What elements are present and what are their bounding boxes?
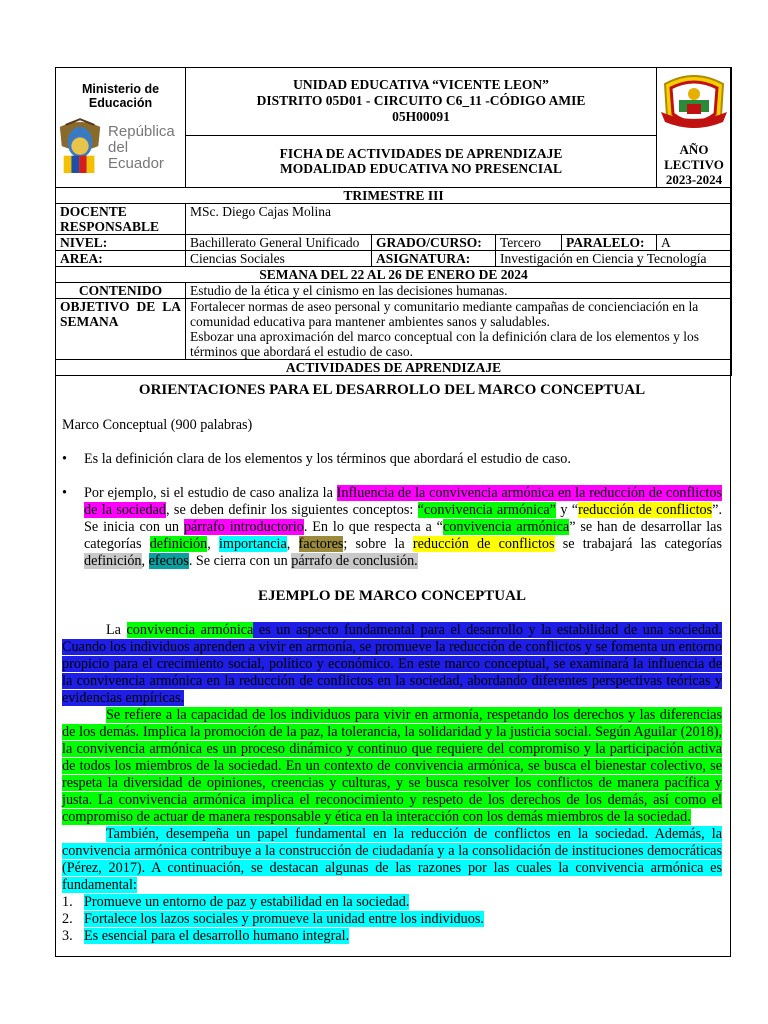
asignatura-label: ASIGNATURA: <box>372 251 496 267</box>
ficha-title: FICHA DE ACTIVIDADES DE APRENDIZAJE <box>279 146 563 162</box>
example-text: . Se cierra con un <box>188 553 292 569</box>
bullet-definition-text: Es la definición clara de los elementos y los términos que abordará el estudio de caso. <box>84 451 571 467</box>
highlight-efectos: efectos <box>148 553 189 569</box>
grado-value: Tercero <box>496 235 562 251</box>
example-text: , se deben definir los siguientes conceptos: <box>166 502 418 518</box>
highlight-reduccion: reducción de conflictos <box>578 502 713 518</box>
example-text: Por ejemplo, si el estudio de caso analiza la <box>84 485 337 501</box>
school-name: UNIDAD EDUCATIVA “VICENTE LEON” <box>293 77 549 93</box>
area-value: Ciencias Sociales <box>186 251 372 267</box>
paragraph-definition-text: Se refiere a la capacidad de los individuos para vivir en armonía, respetando los derechos y las diferencias de los demás. Implica la promoción de la paz, la tolerancia, la solidaridad y la justicia social. Según Aguilar (2018), la convivencia armónica es un proceso dinámico y continuo que requiere del compromiso y la participación activa de todos los miembros de la sociedad. En un contexto de convivencia armónica, se busca el bienestar colectivo, se respeta la diversidad de opiniones, creencias y culturas, y se busca resolver los conflictos de manera pacífica y justa. La convivencia armónica implica el reconocimiento y respeto de los derechos de los demás, así como el compromiso de actuar de manera responsable y ética en la interacción con los demás miembros de la sociedad. <box>62 707 722 825</box>
objetivo-paragraph-1: Fortalecer normas de aseo personal y comunitario mediante campañas de concienciación en la comunidad educativa para mantener ambientes sanos y saludables. <box>190 299 699 329</box>
highlight-convivencia-3: convivencia armónica <box>126 622 254 638</box>
example-text: . En lo que respecta a “ <box>303 519 443 535</box>
school-header <box>186 68 657 136</box>
orientaciones-title: ORIENTACIONES PARA EL DESARROLLO DEL MARCO CONCEPTUAL <box>138 382 646 398</box>
nivel-label: NIVEL: <box>56 235 186 251</box>
activity-body <box>62 382 722 945</box>
paragraph-definition <box>62 707 722 826</box>
semana: SEMANA DEL 22 AL 26 DE ENERO DE 2024 <box>56 267 732 283</box>
paralelo-label: PARALELO: <box>562 235 657 251</box>
contenido-label: CONTENIDO <box>56 283 186 299</box>
list-text: Promueve un entorno de paz y estabilidad en la sociedad. <box>84 894 410 910</box>
list-number: 3. <box>62 928 73 944</box>
reasons-list <box>62 894 722 945</box>
highlight-importancia: importancia <box>218 536 287 552</box>
school-code: 05H00091 <box>392 109 450 125</box>
objetivo-label: OBJETIVO DE LA SEMANA <box>56 299 186 360</box>
republica-line2: del Ecuador <box>108 138 164 172</box>
example-text: y “ <box>555 502 579 518</box>
paragraph-intro-text: es un aspecto fundamental para el desarrollo y la estabilidad de una sociedad. Cuando los individuos aprenden a vivir en armonía, se promueve la reducción de conflictos y se fomenta un entorno propicio para el crecimiento social, político y económico. En este marco conceptual, se examinará la influencia de la convivencia armónica en la reducción de conflictos en la sociedad, abordando diferentes perspectivas teóricas y evidencias empíricas. <box>62 622 722 706</box>
list-item <box>62 894 722 911</box>
contenido-value: Estudio de la ética y el cinismo en las decisiones humanas. <box>186 283 732 299</box>
example-text: , <box>286 536 299 552</box>
ministerio-label: Ministerio de Educación <box>81 81 160 110</box>
list-text: Fortalece los lazos sociales y promueve la unidad entre los individuos. <box>84 911 484 927</box>
example-text: ”. Se inicia con un <box>84 502 722 535</box>
objetivo-paragraph-2: Esbozar una aproximación del marco conceptual con la definición clara de los elementos y los términos que abordará el estudio de caso. <box>190 329 700 359</box>
list-number: 1. <box>62 894 73 910</box>
example-text: , <box>141 553 149 569</box>
list-number: 2. <box>62 911 73 927</box>
example-text: , <box>207 536 219 552</box>
highlight-convivencia-2: convivencia armónica <box>442 519 570 535</box>
highlight-definicion-2: definición <box>84 553 142 569</box>
paragraph-intro <box>62 622 722 707</box>
example-text: ” se han de desarrollar las categorías <box>84 519 722 552</box>
list-item <box>62 911 722 928</box>
area-label: AREA: <box>56 251 186 267</box>
highlight-topic: Influencia de la convivencia armónica en la reducción de conflictos de la sociedad <box>84 485 722 518</box>
asignatura-value: Investigación en Ciencia y Tecnología <box>496 251 732 267</box>
highlight-intro: párrafo introductorio <box>183 519 304 535</box>
republica-line1: República <box>108 122 175 140</box>
school-district: DISTRITO 05D01 - CIRCUITO C6_11 -CÓDIGO AMIE <box>256 93 586 109</box>
highlight-conclusion: párrafo de conclusión. <box>291 553 418 569</box>
docente-label: DOCENTE RESPONSABLE <box>56 204 186 235</box>
ministerio-logo <box>56 68 186 188</box>
highlight-factores: factores <box>298 536 344 552</box>
ficha-header <box>186 135 657 187</box>
ficha-modalidad: MODALIDAD EDUCATIVA NO PRESENCIAL <box>280 161 562 177</box>
example-text: se trabajará las categorías <box>554 536 723 552</box>
highlight-reduccion-2: reducción de conflictos <box>412 536 555 552</box>
ejemplo-title: EJEMPLO DE MARCO CONCEPTUAL <box>258 588 526 604</box>
example-text: ; sobre la <box>343 536 413 552</box>
docente-value: MSc. Diego Cajas Molina <box>186 204 732 235</box>
bullet-definition <box>62 451 722 468</box>
objetivo-value <box>186 299 732 360</box>
school-logo-cell <box>657 68 732 188</box>
paragraph-importance-text: También, desempeña un papel fundamental en la reducción de conflictos en la sociedad. Además, la convivencia armónica contribuye a la construcción de ciudadanía y a la consolidación de instituciones democráticas (Pérez, 2017). A continuación, se destacan algunas de las razones por las cuales la convivencia armónica es fundamental: <box>62 826 722 893</box>
ecuador-coat-of-arms-icon <box>56 116 104 180</box>
grado-label: GRADO/CURSO: <box>372 235 496 251</box>
actividades-header: ACTIVIDADES DE APRENDIZAJE <box>56 360 732 376</box>
paragraph-importance <box>62 826 722 894</box>
school-crest-icon <box>657 72 731 140</box>
nivel-value: Bachillerato General Unificado <box>186 235 372 251</box>
header-table <box>55 67 732 376</box>
trimestre: TRIMESTRE III <box>56 188 732 204</box>
list-text: Es esencial para el desarrollo humano integral. <box>84 928 350 944</box>
paragraph-lead: La <box>106 622 127 638</box>
list-item <box>62 928 722 945</box>
anio-value: 2023-2024 <box>665 172 723 187</box>
bullet-example <box>62 485 722 570</box>
anio-label: AÑO LECTIVO <box>664 142 724 172</box>
highlight-convivencia: “convivencia armónica” <box>417 502 556 518</box>
marco-conceptual-line: Marco Conceptual (900 palabras) <box>62 417 253 433</box>
paralelo-value: A <box>657 235 732 251</box>
highlight-definicion: definición <box>149 536 208 552</box>
